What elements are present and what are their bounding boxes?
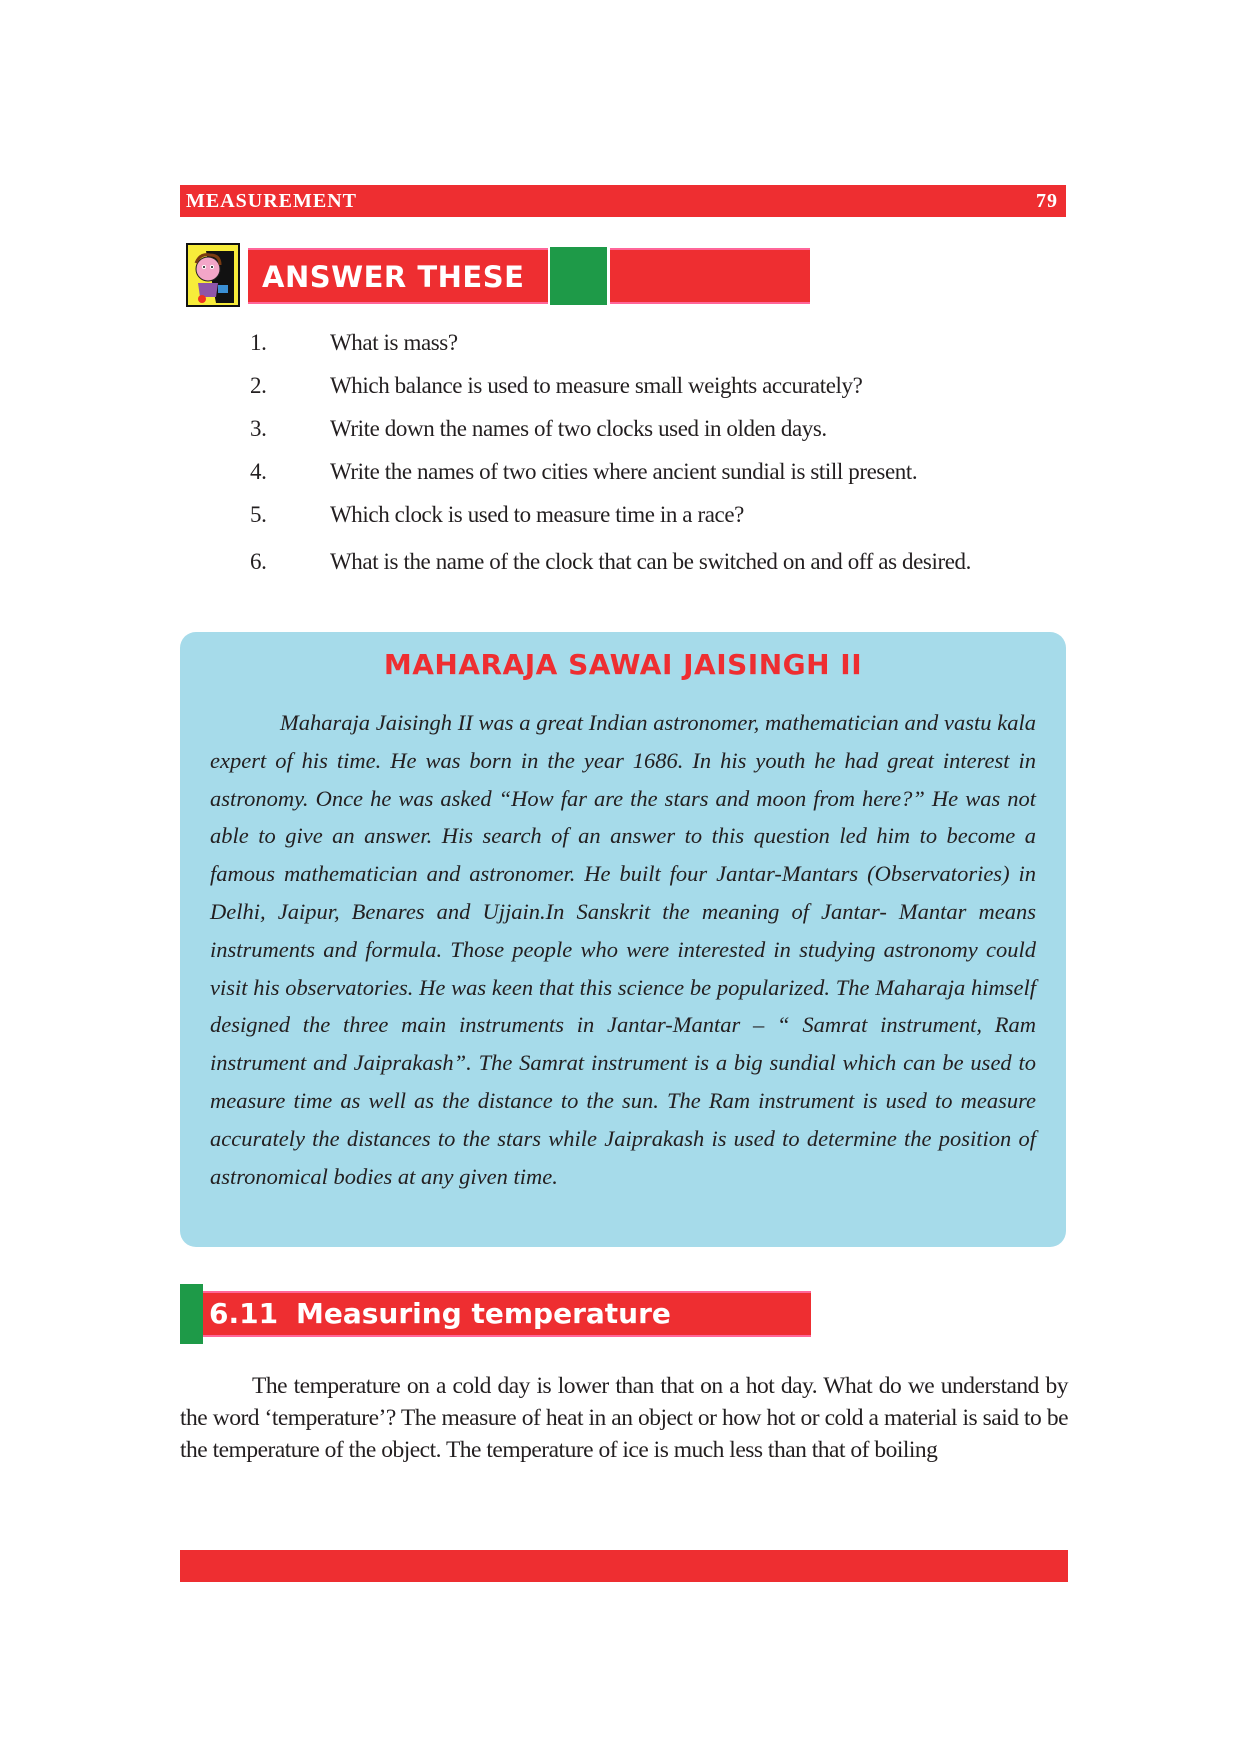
running-header [180, 185, 1066, 217]
question-item [250, 459, 1070, 502]
section-title: Measuring temperature [296, 1297, 671, 1330]
section-heading [203, 1291, 811, 1337]
question-item [250, 373, 1070, 416]
page-number: 79 [1036, 190, 1058, 212]
answer-these-label: ANSWER THESE [262, 260, 525, 294]
question-number: 3. [250, 416, 267, 441]
question-number: 4. [250, 459, 267, 484]
biography-title: MAHARAJA SAWAI JAISINGH II [383, 648, 863, 681]
cartoon-character-icon [186, 243, 240, 307]
section-heading-accent [180, 1284, 203, 1344]
question-text: Which clock is used to measure time in a race? [330, 502, 744, 527]
question-text: Which balance is used to measure small weights accurately? [330, 373, 863, 398]
banner-green-block [550, 247, 607, 305]
question-text: Write down the names of two clocks used in olden days. [330, 416, 827, 441]
chapter-title: MEASUREMENT [186, 190, 358, 212]
question-item [250, 502, 1070, 545]
question-text: What is the name of the clock that can be switched on and off as desired. [330, 549, 971, 574]
body-paragraph: The temperature on a cold day is lower than that on a hot day. What do we understand by the word ‘temperature’? The measure of heat in an object or how hot or cold a material is said to be the temperature of the object. The temperature of ice is much less than that of boiling [180, 1373, 1068, 1463]
biography-text: Maharaja Jaisingh II was a great Indian astronomer, mathematician and vastu kala expert of his time. He was born in the year 1686. In his youth he had great interest in astronomy. Once he was asked “How far are the stars and moon from here?” He was not able to give an answer. His search of an answer to this question led him to become a famous mathematician and astronomer. He built four Jantar-Mantars (Observatories) in Delhi, Jaipur, Benares and Ujjain.In Sanskrit the meaning of Jantar- Mantar means instruments and formula. Those people who were interested in studying astronomy could visit his observatories. He was keen that this science be popularized. The Maharaja himself designed the three main instruments in Jantar-Mantar – “ Samrat instrument, Ram instrument and Jaiprakash”. The Samrat instrument is a big sundial which can be used to measure time as well as the distance to the sun. The Ram instrument is used to measure accurately the distances to the stars while Jaiprakash is used to determine the position of astronomical bodies at any given time. [210, 710, 1036, 1189]
question-text: Write the names of two cities where ancient sundial is still present. [330, 459, 918, 484]
section-number: 6.11 [209, 1297, 279, 1330]
biography-box [180, 632, 1066, 1247]
question-item [250, 549, 1070, 592]
answer-these-banner [248, 248, 548, 304]
banner-red-block [610, 248, 810, 304]
question-number: 1. [250, 330, 267, 355]
question-text: What is mass? [330, 330, 458, 355]
footer-band [180, 1550, 1068, 1582]
question-number: 6. [250, 549, 267, 574]
question-list [250, 330, 1070, 588]
question-item [250, 330, 1070, 373]
question-number: 2. [250, 373, 267, 398]
question-number: 5. [250, 502, 267, 527]
question-item [250, 416, 1070, 459]
